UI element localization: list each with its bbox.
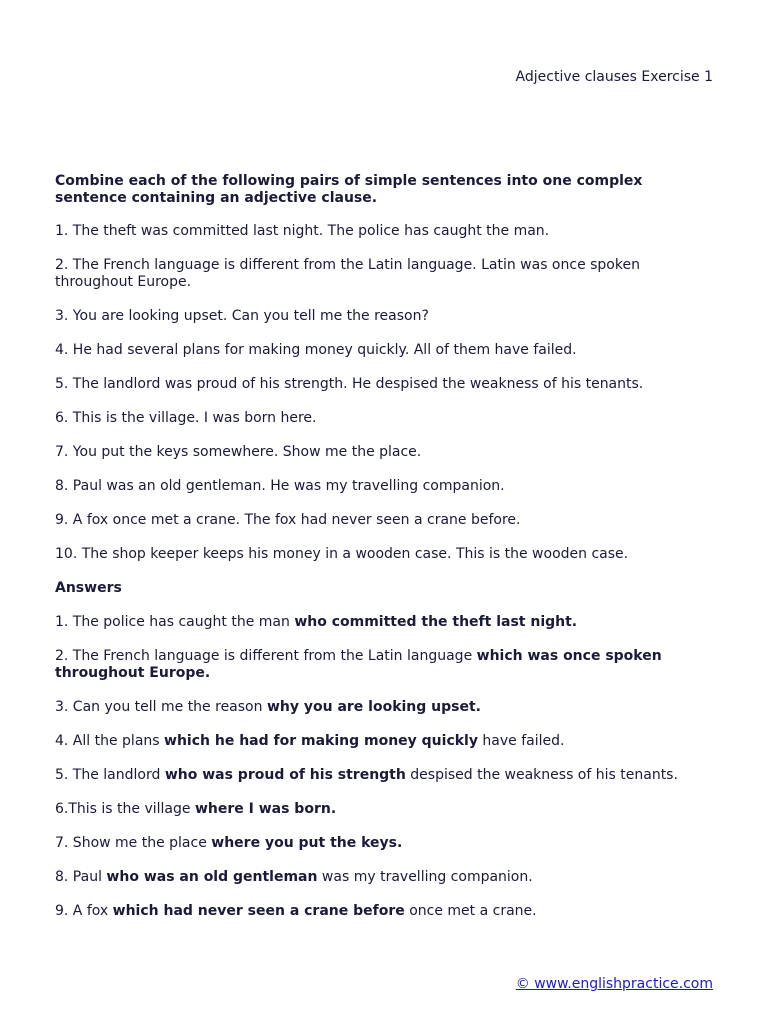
answer-clause: which was once spoken throughout Europe. bbox=[55, 648, 662, 681]
answer-text: 3. Can you tell me the reason bbox=[55, 699, 267, 715]
page-header: Adjective clauses Exercise 1 bbox=[515, 69, 713, 85]
answer-4 bbox=[55, 733, 695, 750]
website-link[interactable]: © www.englishpractice.com bbox=[515, 976, 713, 992]
answer-text: was my travelling companion. bbox=[317, 869, 533, 885]
question-6: 6. This is the village. I was born here. bbox=[55, 410, 317, 426]
question-7: 7. You put the keys somewhere. Show me the place. bbox=[55, 444, 422, 460]
answer-6 bbox=[55, 801, 695, 818]
answer-2 bbox=[55, 648, 695, 682]
answer-clause: where you put the keys. bbox=[211, 835, 403, 851]
answer-text: 9. A fox bbox=[55, 903, 113, 919]
question-9: 9. A fox once met a crane. The fox had never seen a crane before. bbox=[55, 512, 521, 528]
answer-9 bbox=[55, 903, 695, 920]
answer-5 bbox=[55, 767, 695, 784]
answer-8 bbox=[55, 869, 695, 886]
answer-3 bbox=[55, 699, 695, 716]
answer-clause: who committed the theft last night. bbox=[294, 614, 578, 630]
answer-text: 4. All the plans bbox=[55, 733, 165, 749]
answer-text: 6.This is the village bbox=[55, 801, 195, 817]
answers-heading: Answers bbox=[55, 580, 122, 596]
answer-text: despised the weakness of his tenants. bbox=[405, 767, 678, 783]
answer-text: 2. The French language is different from the Latin language bbox=[55, 648, 477, 664]
answer-7 bbox=[55, 835, 695, 852]
question-8: 8. Paul was an old gentleman. He was my travelling companion. bbox=[55, 478, 505, 494]
answer-clause: which he had for making money quickly bbox=[164, 733, 478, 749]
question-4: 4. He had several plans for making money quickly. All of them have failed. bbox=[55, 342, 577, 358]
answer-1 bbox=[55, 614, 695, 631]
answer-clause: who was an old gentleman bbox=[106, 869, 318, 885]
answer-text: 5. The landlord bbox=[55, 767, 165, 783]
answer-clause: where I was born. bbox=[194, 801, 337, 817]
question-3: 3. You are looking upset. Can you tell me the reason? bbox=[55, 308, 429, 324]
instructions: Combine each of the following pairs of simple sentences into one complex sentence containing an adjective clause. bbox=[55, 173, 643, 206]
answer-clause: which had never seen a crane before bbox=[112, 903, 405, 919]
answer-clause: why you are looking upset. bbox=[266, 699, 481, 715]
question-1: 1. The theft was committed last night. The police has caught the man. bbox=[55, 223, 550, 239]
question-10: 10. The shop keeper keeps his money in a wooden case. This is the wooden case. bbox=[55, 546, 629, 562]
answer-text: 1. The police has caught the man bbox=[55, 614, 295, 630]
answer-clause: who was proud of his strength bbox=[164, 767, 406, 783]
answer-text: 8. Paul bbox=[55, 869, 107, 885]
page-footer bbox=[516, 976, 713, 993]
answer-text: 7. Show me the place bbox=[55, 835, 212, 851]
answer-text: once met a crane. bbox=[404, 903, 537, 919]
question-5: 5. The landlord was proud of his strength. He despised the weakness of his tenants. bbox=[55, 376, 644, 392]
question-2: 2. The French language is different from the Latin language. Latin was once spoken throughout Europe. bbox=[55, 257, 640, 290]
exercise-content bbox=[55, 173, 695, 937]
answer-text: have failed. bbox=[477, 733, 565, 749]
